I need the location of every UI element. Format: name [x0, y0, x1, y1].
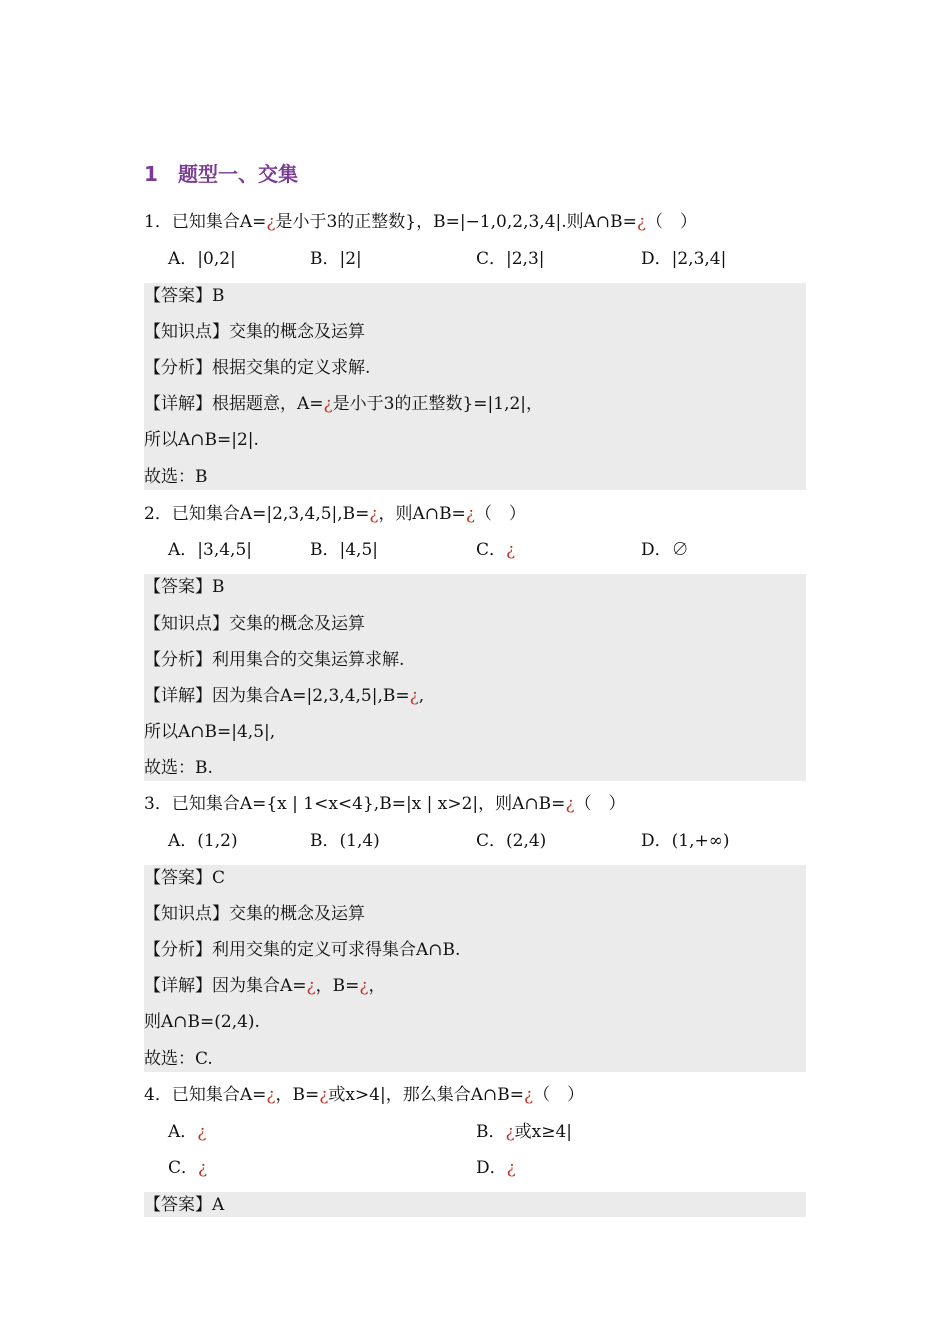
q3-option-d: D．(1,+∞)	[641, 831, 730, 851]
q2-detail: 【详解】因为集合A=|2,3,4,5|,B=¿,	[144, 686, 425, 706]
q3-detail: 【详解】因为集合A=¿，B=¿，	[144, 976, 386, 996]
q4-solution-box	[144, 1192, 806, 1217]
q1-option-b: B．|2|	[310, 249, 362, 269]
q3-detail-2: 则A∩B=(2,4).	[144, 1012, 260, 1032]
question-3-stem: 3．已知集合A={x | 1<x<4},B=|x | x>2|，则A∩B=¿（ ）	[144, 794, 626, 814]
question-1-stem: 1．已知集合A=¿是小于3的正整数}，B=|−1,0,2,3,4|.则A∩B=¿（ ）	[144, 212, 698, 232]
q3-choose: 故选：C.	[144, 1049, 213, 1069]
section-number: 1	[144, 162, 158, 186]
section-title: 题型一、交集	[178, 162, 298, 186]
question-2-stem: 2．已知集合A=|2,3,4,5|,B=¿，则A∩B=¿（ ）	[144, 504, 526, 524]
q1-option-c: C．|2,3|	[476, 249, 545, 269]
q1-knowledge: 【知识点】交集的概念及运算	[144, 322, 365, 342]
q2-analysis: 【分析】利用集合的交集运算求解.	[144, 650, 405, 670]
q3-option-c: C．(2,4)	[476, 831, 547, 851]
q4-option-b: B．¿或x≥4|	[476, 1122, 572, 1142]
q2-option-c: C．¿	[476, 540, 516, 560]
q1-option-d: D．|2,3,4|	[641, 249, 727, 269]
q2-option-a: A．|3,4,5|	[168, 540, 252, 560]
q2-option-d: D．∅	[641, 540, 689, 560]
question-4-stem: 4．已知集合A=¿，B=¿或x>4|，那么集合A∩B=¿（ ）	[144, 1085, 585, 1105]
q4-answer: 【答案】A	[144, 1195, 225, 1215]
q1-analysis: 【分析】根据交集的定义求解.	[144, 358, 371, 378]
q2-answer: 【答案】B	[144, 577, 225, 597]
q3-knowledge: 【知识点】交集的概念及运算	[144, 904, 365, 924]
q1-answer: 【答案】B	[144, 286, 225, 306]
q1-option-a: A．|0,2|	[168, 249, 236, 269]
q1-detail-2: 所以A∩B=|2|.	[144, 430, 259, 450]
q1-detail: 【详解】根据题意，A=¿是小于3的正整数}=|1,2|，	[144, 394, 544, 414]
q4-option-c: C．¿	[168, 1158, 208, 1178]
q3-answer: 【答案】C	[144, 868, 226, 888]
q2-detail-2: 所以A∩B=|4,5|,	[144, 722, 276, 742]
q1-choose: 故选：B	[144, 467, 208, 487]
q2-knowledge: 【知识点】交集的概念及运算	[144, 614, 365, 634]
q4-option-a: A．¿	[168, 1122, 207, 1142]
q3-analysis: 【分析】利用交集的定义可求得集合A∩B.	[144, 940, 461, 960]
q2-choose: 故选：B.	[144, 758, 213, 778]
section-heading	[144, 158, 298, 187]
q3-option-a: A．(1,2)	[168, 831, 238, 851]
q3-option-b: B．(1,4)	[310, 831, 380, 851]
q4-option-d: D．¿	[476, 1158, 516, 1178]
q2-option-b: B．|4,5|	[310, 540, 378, 560]
